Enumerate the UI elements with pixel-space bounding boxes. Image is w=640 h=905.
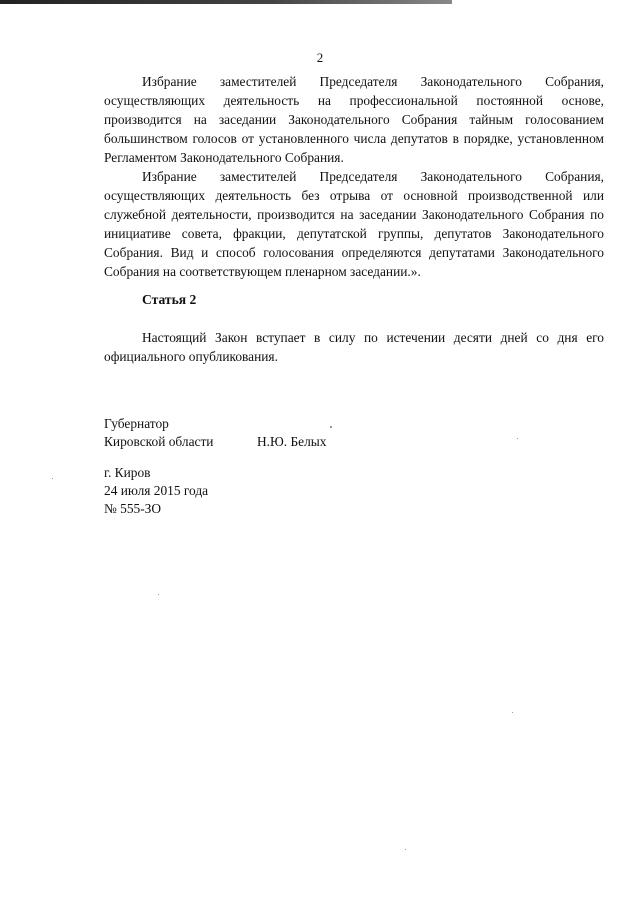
scan-top-edge: [0, 0, 452, 4]
scan-speck: [512, 712, 513, 713]
signatory-title-line2: Кировской области: [104, 434, 214, 449]
scan-speck: [517, 438, 518, 439]
scan-speck: [405, 849, 406, 850]
article-heading: Статья 2: [142, 292, 197, 307]
scan-speck: [52, 478, 53, 479]
scan-speck: [330, 426, 332, 428]
law-number: № 555-ЗО: [104, 501, 162, 516]
document-body: [104, 72, 604, 281]
signatory-name: Н.Ю. Белых: [257, 434, 327, 449]
signatory-title-line1: Губернатор: [104, 416, 169, 431]
city: г. Киров: [104, 465, 151, 480]
date: 24 июля 2015 года: [104, 483, 209, 498]
article-text: Настоящий Закон вступает в силу по истечении десяти дней со дня его официального опубликования.: [104, 330, 604, 364]
signature-block: [104, 415, 213, 451]
place-date-block: [104, 464, 208, 518]
scan-speck: [158, 594, 159, 595]
page-number: 2: [316, 50, 324, 65]
paragraph-1: Избрание заместителей Председателя Законодательного Собрания, осуществляющих деятельность на профессиональной постоянной основе, производится на заседании Законодательного Собрания тайным голосованием большинством голосов от установленного числа депутатов в порядке, установленном Регламентом Законодательного Собрания.: [104, 74, 604, 165]
paragraph-2: Избрание заместителей Председателя Законодательного Собрания, осуществляющих деятельность без отрыва от основной производственной или служебной деятельности, производится на заседании Законодательного Собрания по инициативе совета, фракции, депутатской группы, депутатов Законодательного Собрания. Вид и способ голосования определяются депутатами Законодательного Собрания на соответствующем пленарном заседании.».: [104, 169, 604, 279]
